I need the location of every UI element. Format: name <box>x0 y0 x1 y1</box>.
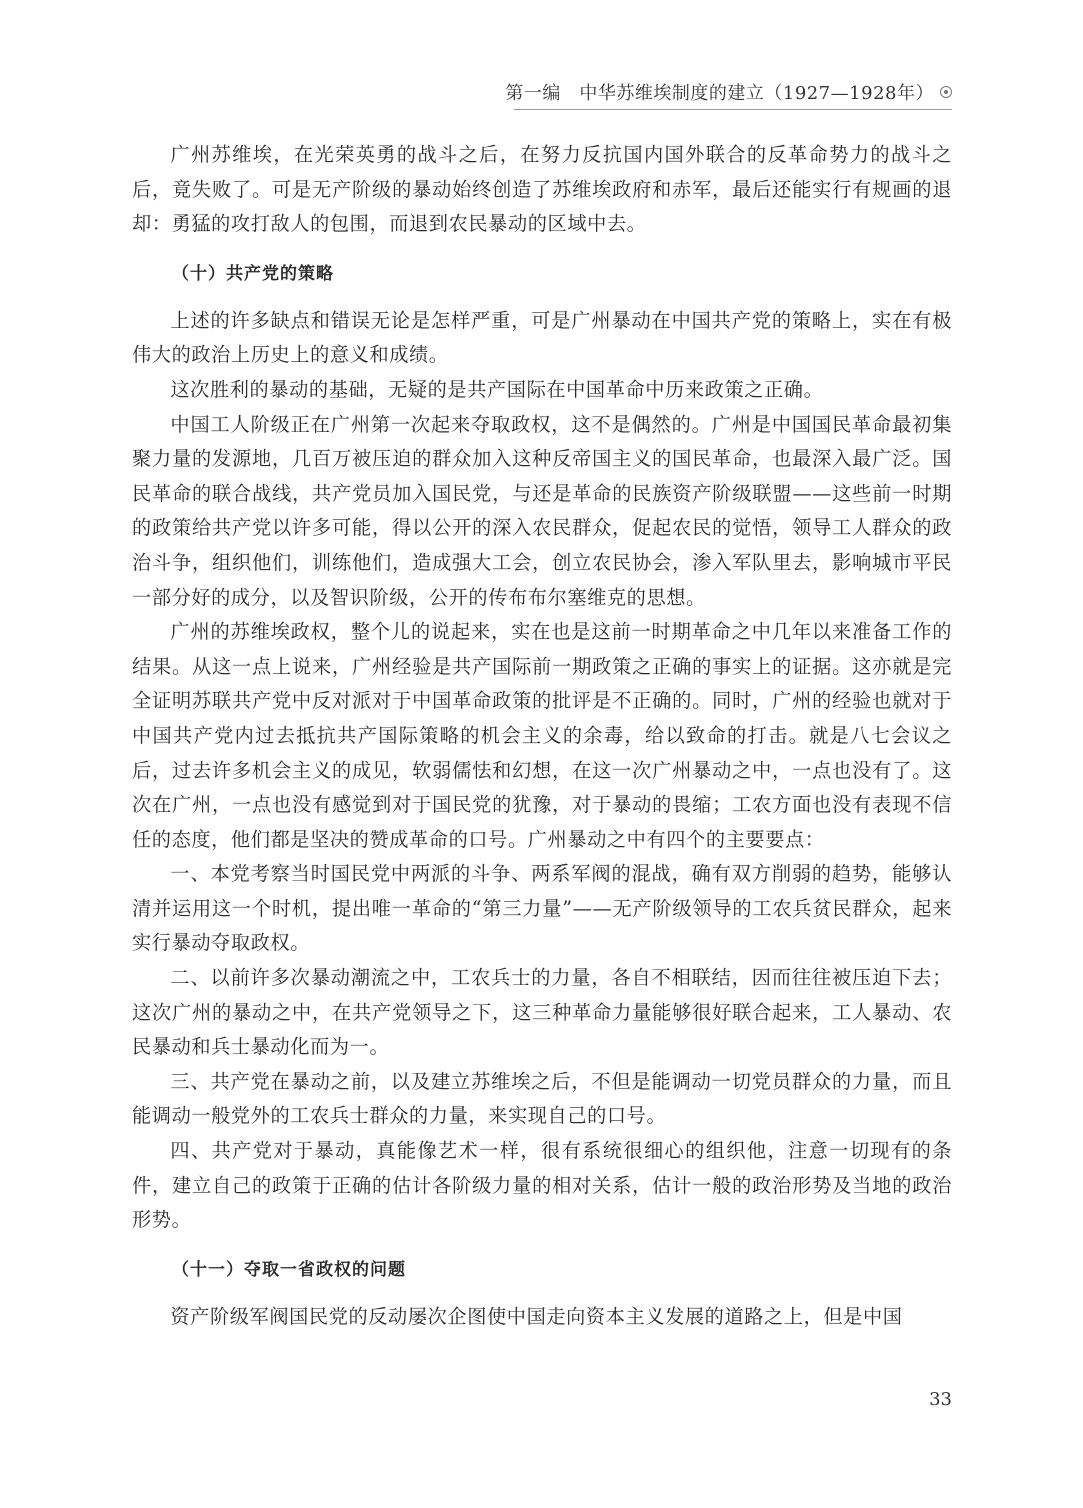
running-header <box>500 77 952 107</box>
header-rule <box>514 109 952 110</box>
circle-dot-icon <box>940 86 952 98</box>
paragraph-8: 三、共产党在暴动之前，以及建立苏维埃之后，不但是能调动一切党员群众的力量，而且能调动一般党外的工农兵士群众的力量，来实现自己的口号。 <box>132 1069 952 1128</box>
paragraph-9: 四、共产党对于暴动，真能像艺术一样，很有系统很细心的组织他，注意一切现有的条件，建立自己的政策于正确的估计各阶级力量的相对关系，估计一般的政治形势及当地的政治形势。 <box>132 1139 952 1232</box>
page-number: 33 <box>929 1389 952 1410</box>
paragraph-6: 一、本党考察当时国民党中两派的斗争、两系军阀的混战，确有双方削弱的趋势，能够认清并运用这一个时机，提出唯一革命的“第三力量”——无产阶级领导的工农兵贫民群众，起来实行暴动夺取政权。 <box>132 862 952 955</box>
paragraph-5: 广州的苏维埃政权，整个儿的说起来，实在也是这前一时期革命之中几年以来准备工作的结果。从这一点上说来，广州经验是共产国际前一期政策之正确的事实上的证据。这亦就是完全证明苏联共产党中反对派对于中国革命政策的批评是不正确的。同时，广州的经验也就对于中国共产党内过去抵抗共产国际策略的机会主义的余毒，给以致命的打击。就是八七会议之后，过去许多机会主义的成见，软弱儒怯和幻想，在这一次广州暴动之中，一点也没有了。这次在广州，一点也没有感觉到对于国民党的犹豫，对于暴动的畏缩；工农方面也没有表现不信任的态度，他们都是坚决的赞成革命的口号。广州暴动之中有四个的主要要点： <box>132 620 952 851</box>
section-heading-10: （十）共产党的策略 <box>172 263 334 284</box>
running-header-title: 第一编 中华苏维埃制度的建立（1927—1928年） <box>505 83 934 104</box>
paragraph-10: 资产阶级军阀国民党的反动屡次企图使中国走向资本主义发展的道路之上，但是中国 <box>170 1304 903 1328</box>
section-heading-11: （十一）夺取一省政权的问题 <box>172 1259 406 1280</box>
paragraph-2: 上述的许多缺点和错误无论是怎样严重，可是广州暴动在中国共产党的策略上，实在有极伟大的政治上历史上的意义和成绩。 <box>132 308 952 367</box>
paragraph-4: 中国工人阶级正在广州第一次起来夺取政权，这不是偶然的。广州是中国国民革命最初集聚力量的发源地，几百万被压迫的群众加入这种反帝国主义的国民革命，也最深入最广泛。国民革命的联合战线，共产党员加入国民党，与还是革命的民族资产阶级联盟——这些前一时期的政策给共产党以许多可能，得以公开的深入农民群众，促起农民的觉悟，领导工人群众的政治斗争，组织他们，训练他们，造成强大工会，创立农民协会，渗入军队里去，影响城市平民一部分好的成分，以及智识阶级，公开的传布布尔塞维克的思想。 <box>132 412 952 609</box>
paragraph-1: 广州苏维埃，在光荣英勇的战斗之后，在努力反抗国内国外联合的反革命势力的战斗之后，竟失败了。可是无产阶级的暴动始终创造了苏维埃政府和赤军，最后还能实行有规画的退却：勇猛的攻打敌人的包围，而退到农民暴动的区域中去。 <box>132 143 952 236</box>
page-body <box>132 138 952 1334</box>
paragraph-3: 这次胜利的暴动的基础，无疑的是共产国际在中国革命中历来政策之正确。 <box>170 377 824 401</box>
paragraph-7: 二、以前许多次暴动潮流之中，工农兵士的力量，各自不相联结，因而往往被压迫下去；这次广州的暴动之中，在共产党领导之下，这三种革命力量能够很好联合起来，工人暴动、农民暴动和兵士暴动化而为一。 <box>132 966 952 1059</box>
